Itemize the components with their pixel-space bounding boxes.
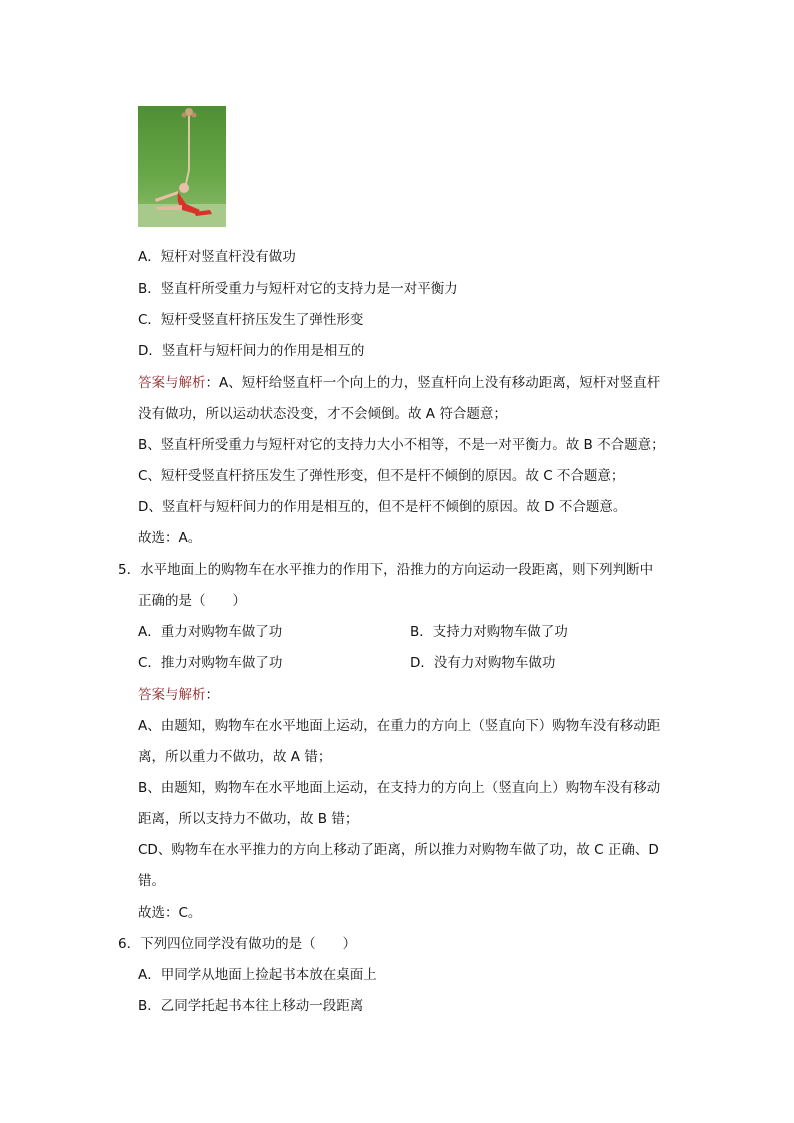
q5-analysis-cd-2: 错。 — [138, 873, 165, 889]
q4-choice: 故选：A。 — [138, 530, 202, 546]
q4-option-a: A．短杆对竖直杆没有做功 — [138, 249, 296, 265]
analysis-text: ：A、短杆给竖直杆一个向上的力，竖直杆向上没有移动距离，短杆对竖直杆 — [205, 375, 661, 391]
q4-option-c: C．短杆受竖直杆挤压发生了弹性形变 — [138, 312, 364, 328]
q5-option-a: A．重力对购物车做了功 — [138, 624, 283, 640]
q6-option-b: B．乙同学托起书本往上移动一段距离 — [138, 998, 364, 1014]
q4-analysis-d: D、竖直杆与短杆间力的作用是相互的，但不是杆不倾倒的原因。故 D 不合题意。 — [138, 499, 627, 515]
q4-analysis-line-1 — [138, 374, 660, 392]
q4-analysis-line-2: 没有做功，所以运动状态没变，才不会倾倒。故 A 符合题意； — [138, 406, 507, 422]
q5-option-b: B．支持力对购物车做了功 — [410, 624, 568, 640]
q5-choice: 故选：C。 — [138, 905, 202, 921]
q4-analysis-c: C、短杆受竖直杆挤压发生了弹性形变，但不是杆不倾倒的原因。故 C 不合题意； — [138, 468, 625, 484]
q5-stem-line-2: 正确的是（ ） — [138, 593, 246, 609]
q6-stem: 6．下列四位同学没有做功的是（ ） — [118, 936, 357, 952]
q5-option-d: D．没有力对购物车做功 — [410, 655, 556, 671]
q4-option-d: D．竖直杆与短杆间力的作用是相互的 — [138, 343, 365, 359]
q4-analysis-b: B、竖直杆所受重力与短杆对它的支持力大小不相等，不是一对平衡力。故 B 不合题意； — [138, 437, 665, 453]
q5-analysis-a-2: 离，所以重力不做功，故 A 错； — [138, 749, 332, 765]
q6-option-a: A．甲同学从地面上捡起书本放在桌面上 — [138, 967, 377, 983]
answer-label: 答案与解析 — [138, 375, 206, 391]
q5-answer-heading — [138, 686, 219, 704]
q5-stem-line-1: 5．水平地面上的购物车在水平推力的作用下，沿推力的方向运动一段距离，则下列判断中 — [118, 562, 654, 578]
answer-colon: ： — [205, 687, 219, 703]
q5-analysis-cd-1: CD、购物车在水平推力的方向上移动了距离，所以推力对购物车做了功，故 C 正确、D — [138, 842, 659, 858]
q5-analysis-a-1: A、由题知，购物车在水平地面上运动，在重力的方向上（竖直向下）购物车没有移动距 — [138, 718, 661, 734]
q5-analysis-b-2: 距离，所以支持力不做功，故 B 错； — [138, 811, 359, 827]
q5-option-c: C．推力对购物车做了功 — [138, 655, 283, 671]
acrobat-photo — [138, 106, 226, 227]
q5-analysis-b-1: B、由题知，购物车在水平地面上运动，在支持力的方向上（竖直向上）购物车没有移动 — [138, 780, 661, 796]
q4-option-b: B．竖直杆所受重力与短杆对它的支持力是一对平衡力 — [138, 281, 458, 297]
answer-label: 答案与解析 — [138, 687, 206, 703]
